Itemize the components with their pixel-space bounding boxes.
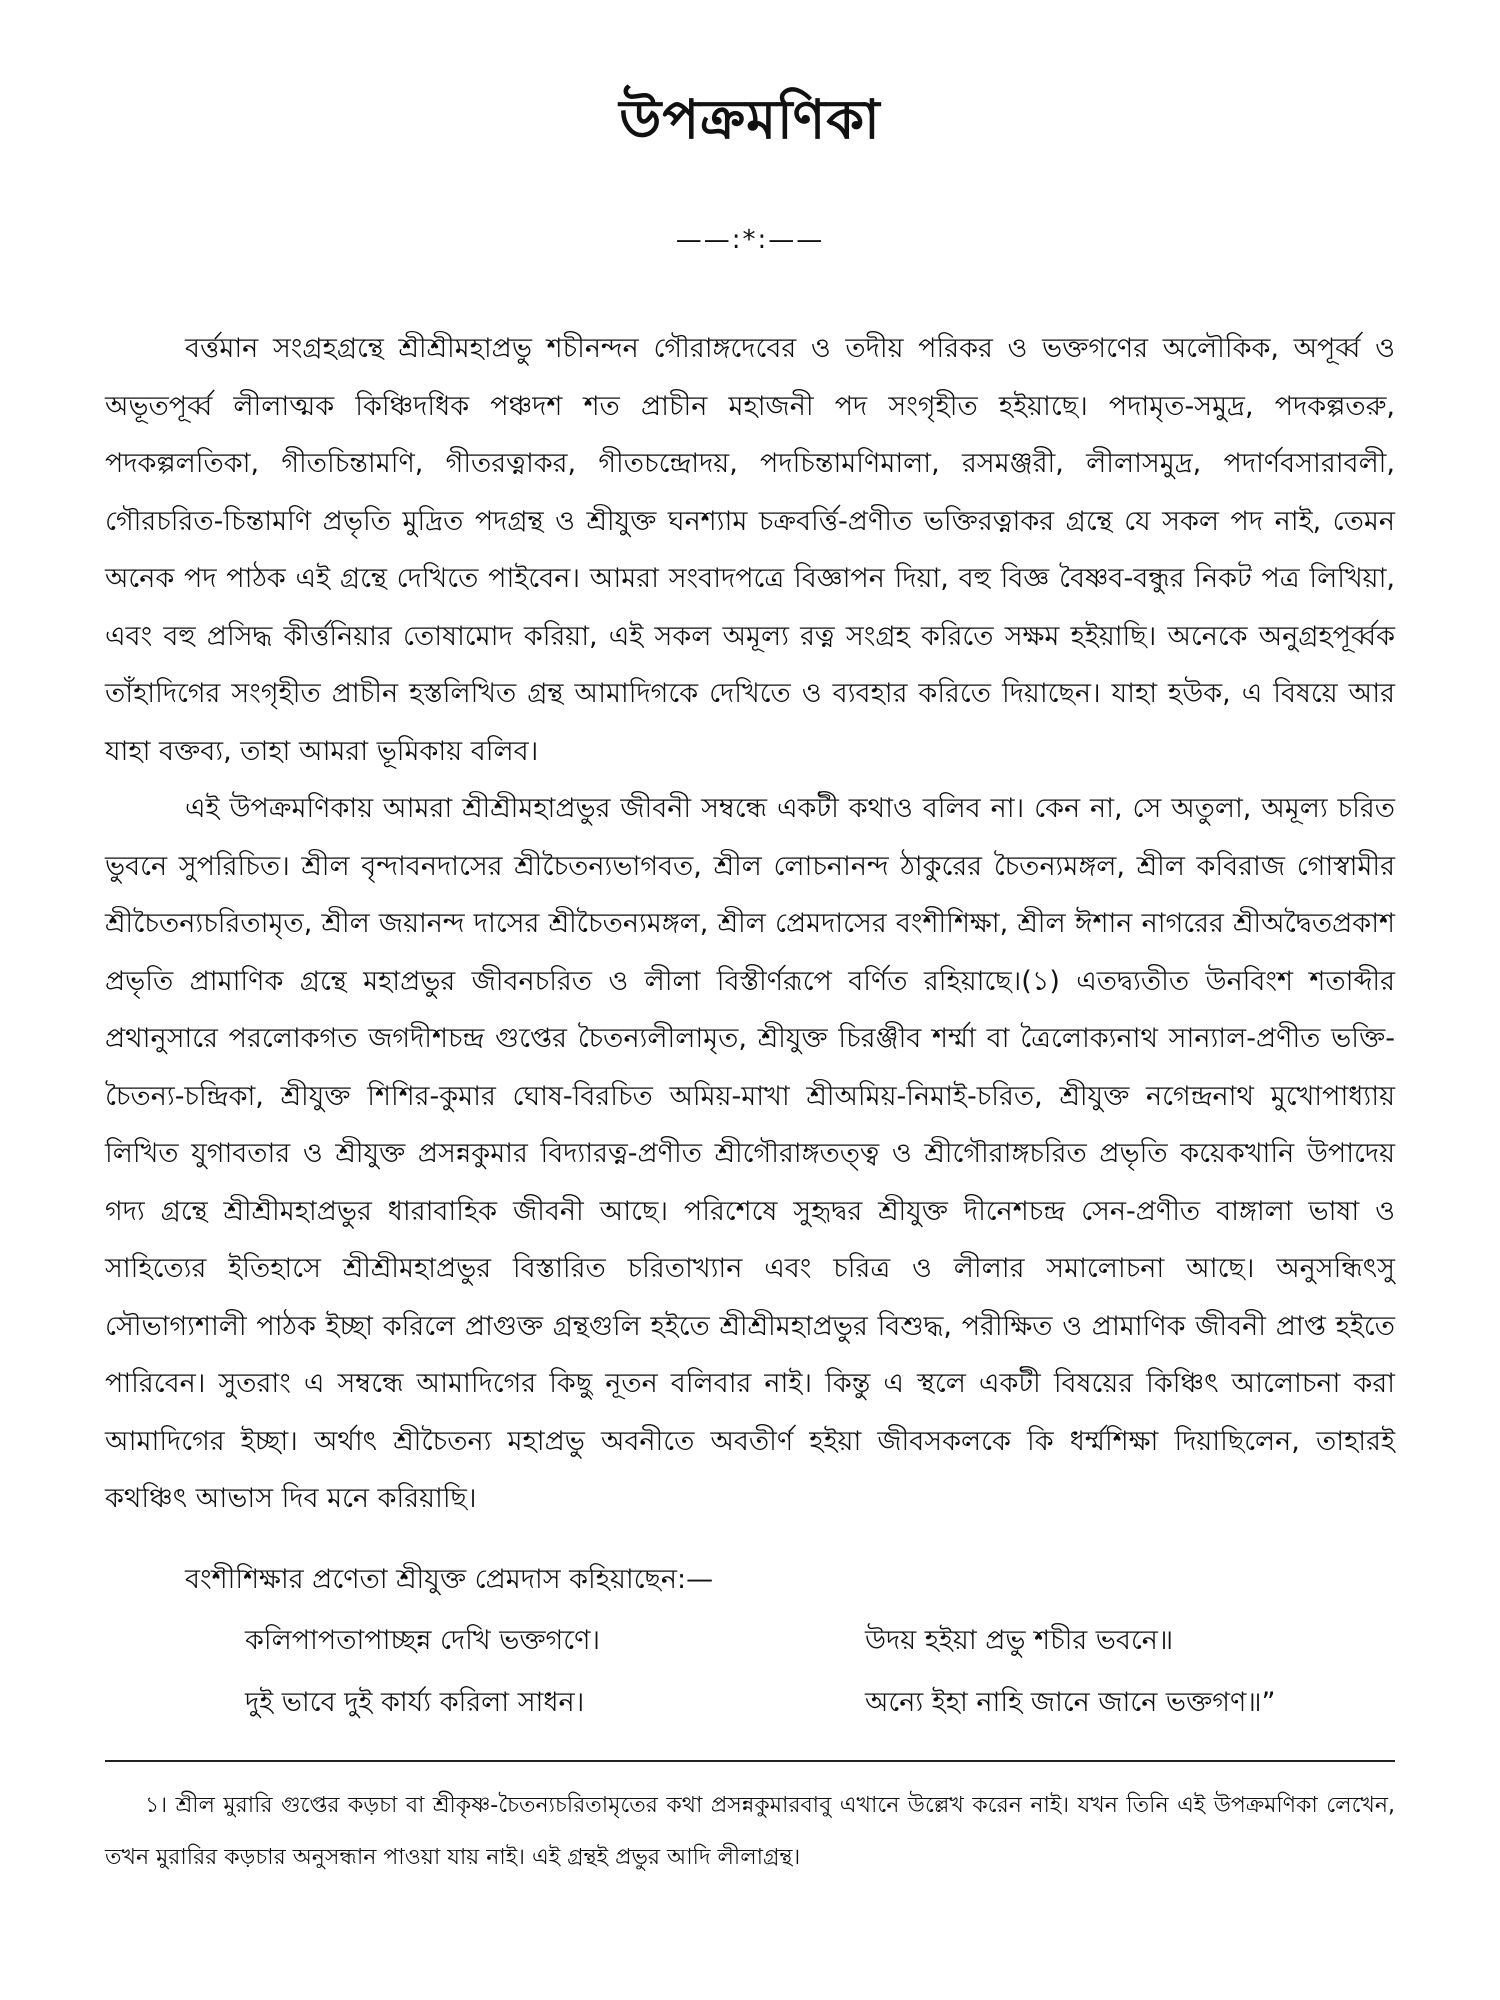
verse-line-2-left: দুই ভাবে দুই কার্য্য করিলা সাধন। [245, 1686, 585, 1718]
verse-block [245, 1610, 1395, 1734]
document-page [105, 80, 1395, 1960]
footnote-divider [105, 1760, 1395, 1762]
verse-line-1-left: কলিপাপতাপাচ্ছন্ন দেখি ভক্তগণে। [245, 1624, 601, 1656]
page-title: উপক্রমণিকা [619, 88, 881, 151]
title-ornament: ——:*:—— [675, 225, 825, 255]
verse-intro: বংশীশিক্ষার প্রণেতা শ্রীযুক্ত প্রেমদাস কহিয়াছেন:— [185, 1563, 714, 1595]
paragraph-1: বর্ত্তমান সংগ্রহগ্রন্থে শ্রীশ্রীমহাপ্রভু শচীনন্দন গৌরাঙ্গদেবের ও তদীয় পরিকর ও ভক্তগণের অলৌকিক, অপূর্ব্ব ও অভূতপূর্ব্ব লীলাত্মক কিঞ্চিদধিক পঞ্চদশ শত প্রাচীন মহাজনী পদ সংগৃহীত হইয়াছে। পদামৃত-সমুদ্র, পদকল্পতরু, পদকল্পলতিকা, গীতচিন্তামণি, গীতরত্নাকর, গীতচন্দ্রোদয়, পদচিন্তামণিমালা, রসমঞ্জরী, লীলাসমুদ্র, পদার্ণবসারাবলী, গৌরচরিত-চিন্তামণি প্রভৃতি মুদ্রিত পদগ্রন্থ ও শ্রীযুক্ত ঘনশ্যাম চক্রবর্ত্তি-প্রণীত ভক্তিরত্নাকর গ্রন্থে যে সকল পদ নাই, তেমন অনেক পদ পাঠক এই গ্রন্থে দেখিতে পাইবেন। আমরা সংবাদপত্রে বিজ্ঞাপন দিয়া, বহু বিজ্ঞ বৈষ্ণব-বন্ধুর নিকট পত্র লিখিয়া, এবং বহু প্রসিদ্ধ কীর্ত্তনিয়ার তোষামোদ করিয়া, এই সকল অমূল্য রত্ন সংগ্রহ করিতে সক্ষম হইয়াছি। অনেকে অনুগ্রহপূর্ব্বক তাঁহাদিগের সংগৃহীত প্রাচীন হস্তলিখিত গ্রন্থ আমাদিগকে দেখিতে ও ব্যবহার করিতে দিয়াছেন। যাহা হউক, এ বিষয়ে আর যাহা বক্তব্য, তাহা আমরা ভূমিকায় বলিব। [105, 333, 1395, 767]
paragraph-2: এই উপক্রমণিকায় আমরা শ্রীশ্রীমহাপ্রভুর জীবনী সম্বন্ধে একটী কথাও বলিব না। কেন না, সে অতুলা, অমূল্য চরিত ভুবনে সুপরিচিত। শ্রীল বৃন্দাবনদাসের শ্রীচৈতন্যভাগবত, শ্রীল লোচনানন্দ ঠাকুরের চৈতন্যমঙ্গল, শ্রীল কবিরাজ গোস্বামীর শ্রীচৈতন্যচরিতামৃত, শ্রীল জয়ানন্দ দাসের শ্রীচৈতন্যমঙ্গল, শ্রীল প্রেমদাসের বংশীশিক্ষা, শ্রীল ঈশান নাগরের শ্রীঅদ্বৈতপ্রকাশ প্রভৃতি প্রামাণিক গ্রন্থে মহাপ্রভুর জীবনচরিত ও লীলা বিস্তীর্ণরূপে বর্ণিত রহিয়াছে।(১) এতদ্ব্যতীত উনবিংশ শতাব্দীর প্রথানুসারে পরলোকগত জগদীশচন্দ্র গুপ্তের চৈতন্যলীলামৃত, শ্রীযুক্ত চিরঞ্জীব শর্ম্মা বা ত্রৈলোক্যনাথ সান্যাল-প্রণীত ভক্তি-চৈতন্য-চন্দ্রিকা, শ্রীযুক্ত শিশির-কুমার ঘোষ-বিরচিত অমিয়-মাখা শ্রীঅমিয়-নিমাই-চরিত, শ্রীযুক্ত নগেন্দ্রনাথ মুখোপাধ্যায় লিখিত যুগাবতার ও শ্রীযুক্ত প্রসন্নকুমার বিদ্যারত্ন-প্রণীত শ্রীগৌরাঙ্গতত্ত্ব ও শ্রীগৌরাঙ্গচরিত প্রভৃতি কয়েকখানি উপাদেয় গদ্য গ্রন্থে শ্রীশ্রীমহাপ্রভুর ধারাবাহিক জীবনী আছে। পরিশেষে সুহৃদ্বর শ্রীযুক্ত দীনেশচন্দ্র সেন-প্রণীত বাঙ্গালা ভাষা ও সাহিত্যের ইতিহাসে শ্রীশ্রীমহাপ্রভুর বিস্তারিত চরিতাখ্যান এবং চরিত্র ও লীলার সমালোচনা আছে। অনুসন্ধিৎসু সৌভাগ্যশালী পাঠক ইচ্ছা করিলে প্রাগুক্ত গ্রন্থগুলি হইতে শ্রীশ্রীমহাপ্রভুর বিশুদ্ধ, পরীক্ষিত ও প্রামাণিক জীবনী প্রাপ্ত হইতে পারিবেন। সুতরাং এ সম্বন্ধে আমাদিগের কিছু নূতন বলিবার নাই। কিন্তু এ স্থলে একটী বিষয়ের কিঞ্চিৎ আলোচনা করা আমাদিগের ইচ্ছা। অর্থাৎ শ্রীচৈতন্য মহাপ্রভু অবনীতে অবতীর্ণ হইয়া জীবসকলকে কি ধর্ম্মশিক্ষা দিয়াছিলেন, তাহারই কথঞ্চিৎ আভাস দিব মনে করিয়াছি। [105, 793, 1395, 1514]
footnote: ১। শ্রীল মুরারি গুপ্তের কড়চা বা শ্রীকৃষ্ণ-চৈতন্যচরিতামৃতের কথা প্রসন্নকুমারবাবু এখানে উল্লেখ করেন নাই। যখন তিনি এই উপক্রমণিকা লেখেন, তখন মুরারির কড়চার অনুসন্ধান পাওয়া যায় নাই। এই গ্রন্থই প্রভুর আদি লীলাগ্রন্থ। [105, 1792, 1395, 1870]
verse-line-1-right: উদয় হইয়া প্রভু শচীর ভবনে॥ [865, 1624, 1174, 1656]
verse-line-2-right: অন্যে ইহা নাহি জানে জানে ভক্তগণ॥” [865, 1686, 1276, 1718]
